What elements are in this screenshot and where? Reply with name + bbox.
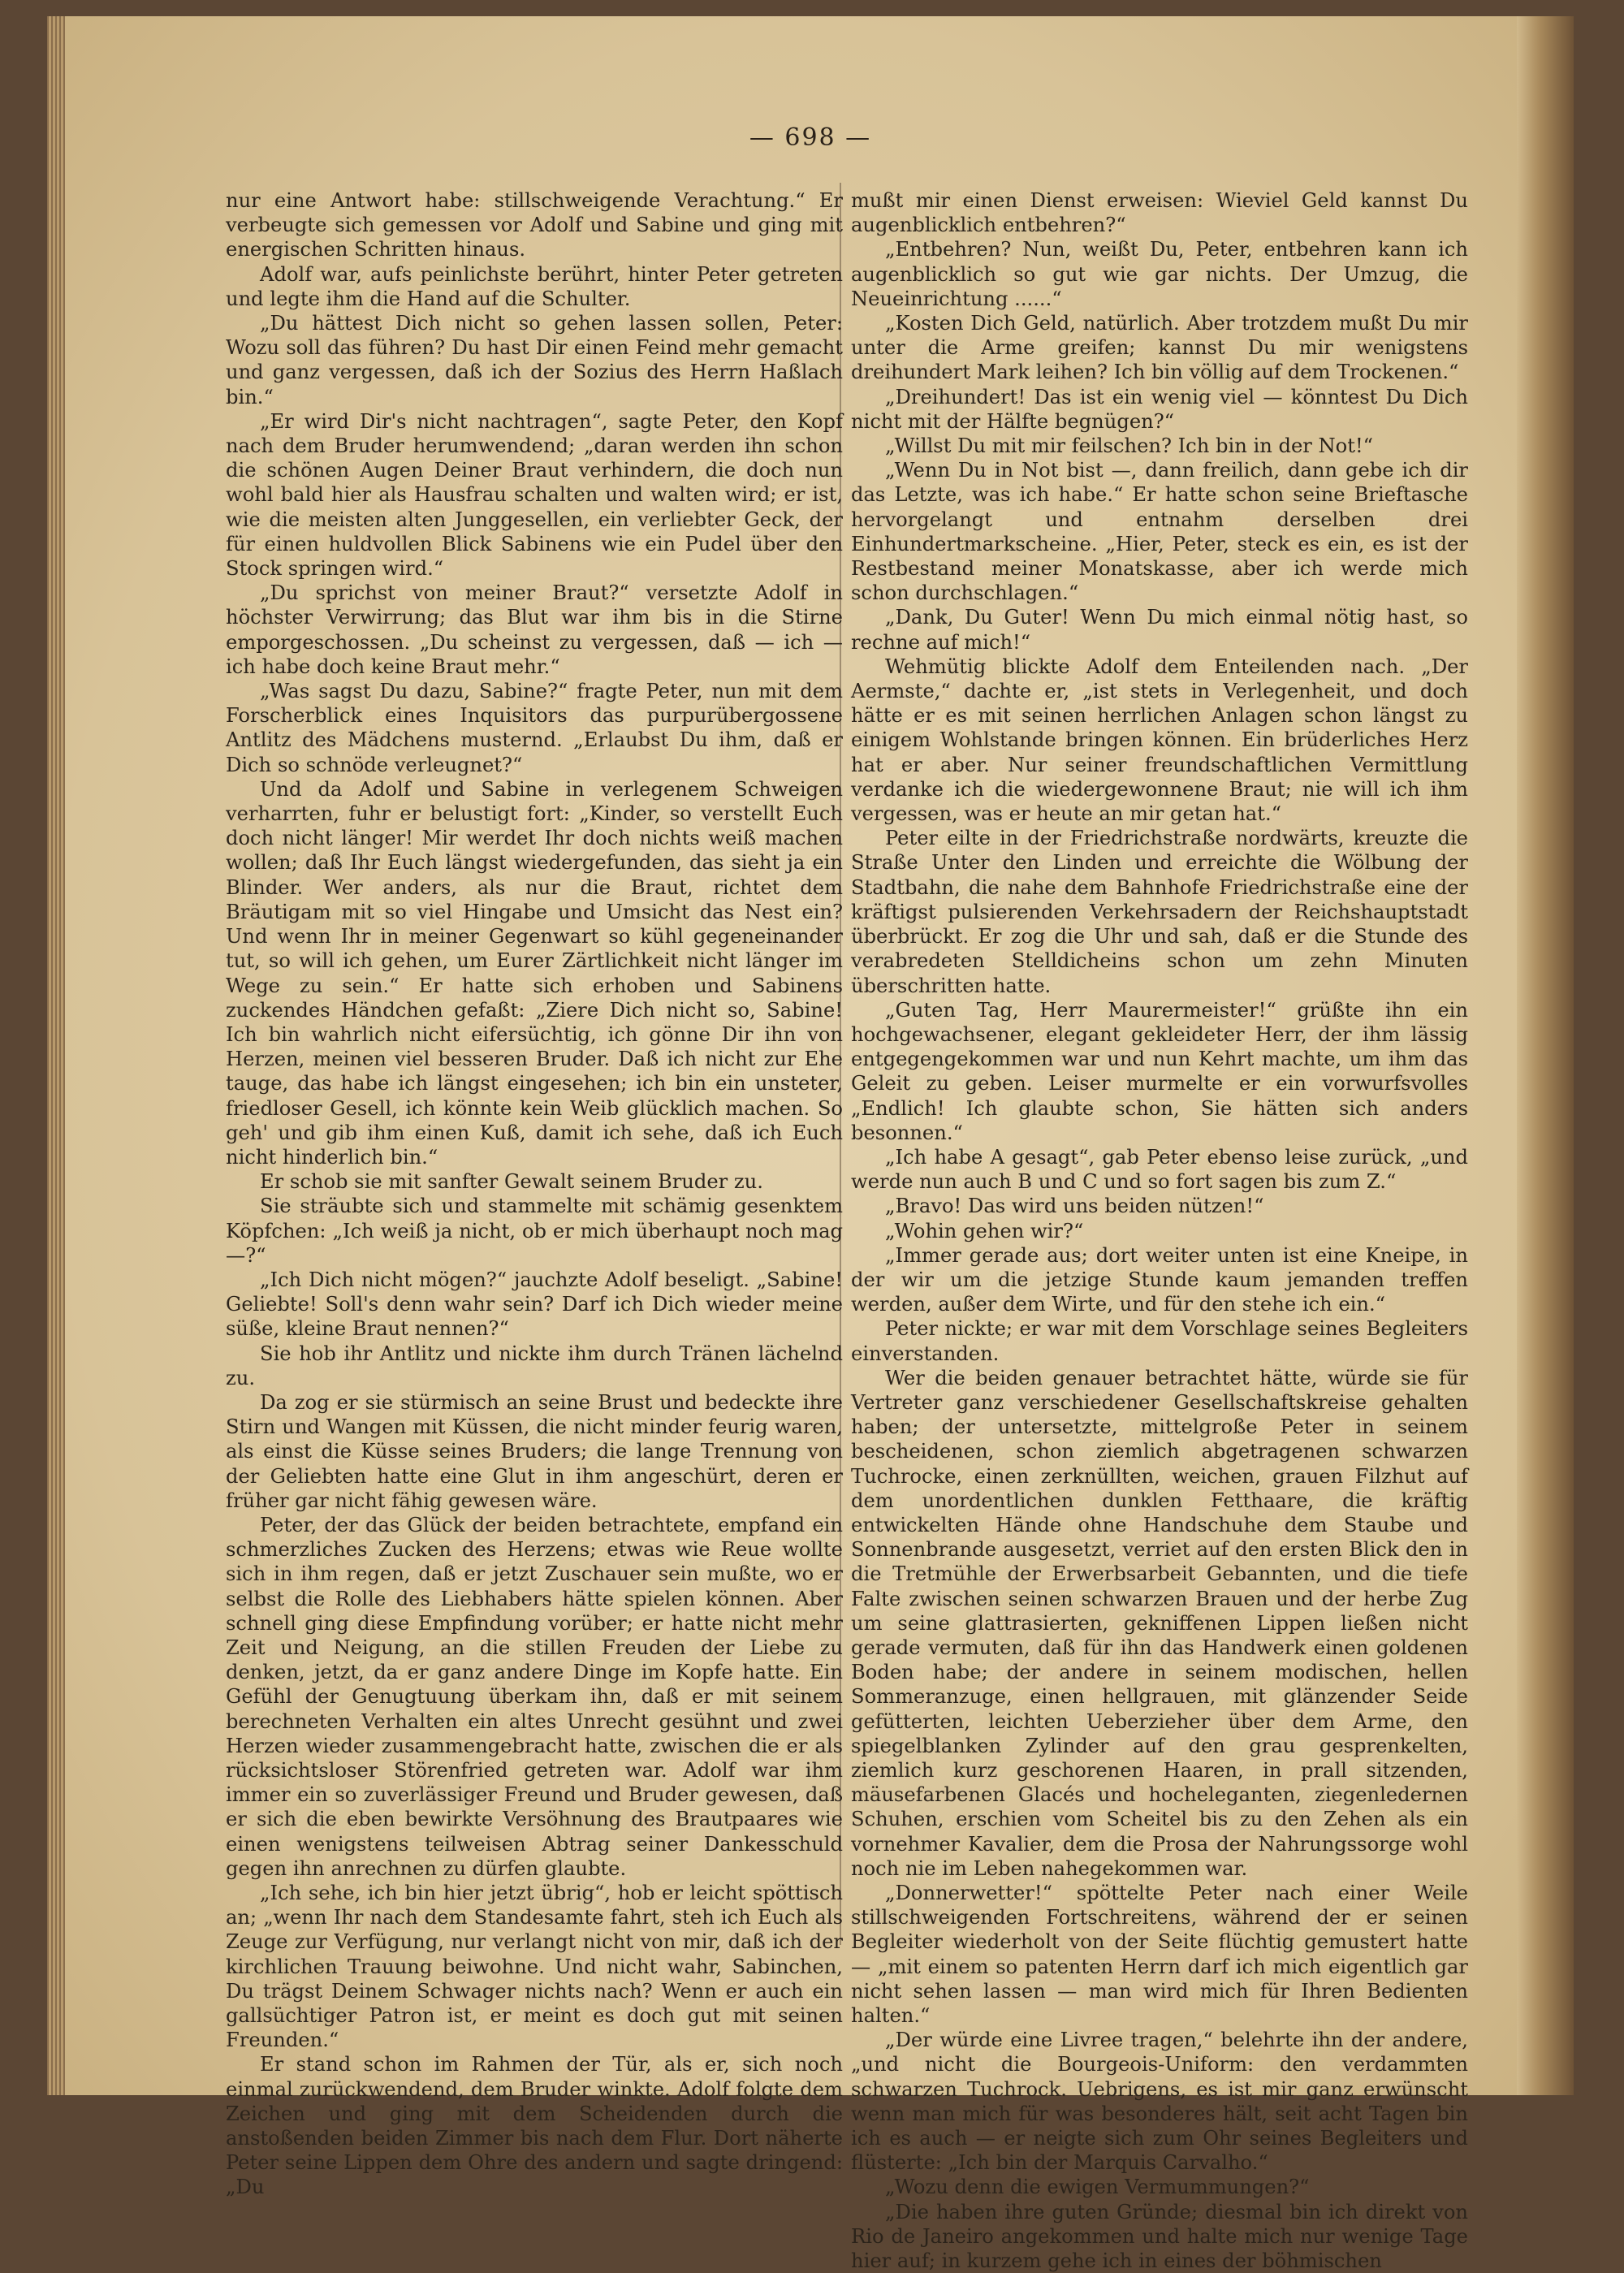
paragraph: „Der würde eine Livree tragen,“ belehrte ihn der andere, „und nicht die Bourgeois-Uniform: den verdammten schwarzen Tuchrock. Uebrigens, es ist mir ganz erwünscht wenn man mich für was besonderes hält, seit acht Tagen bin ich es auch — er neigte sich zum Ohr seines Begleiters und flüsterte: „Ich bin der Marquis Carvalho.“: [851, 2029, 1468, 2175]
paragraph: „Wohin gehen wir?“: [885, 1219, 1084, 1242]
page-gutter-left: [47, 16, 65, 2095]
paragraph: „Ich sehe, ich bin hier jetzt übrig“, hob er leicht spöttisch an; „wenn Ihr nach dem Standesamte fahrt, steh ich Euch als Zeuge zur Verfügung, nur verlangt nicht von mir, daß ich der kirchlichen Trauung beiwohne. Und nicht wahr, Sabinchen, Du trägst Deinem Schwager nichts nach? Wenn er auch ein gallsüchtiger Patron ist, er meint es doch gut mit seinen Freunden.“: [226, 1882, 843, 2052]
paragraph: Da zog er sie stürmisch an seine Brust und bedeckte ihre Stirn und Wangen mit Küssen, die nicht minder feurig waren, als einst die Küsse seines Bruders; die lange Trennung von der Geliebten hatte eine Glut in ihm angeschürt, deren er früher gar nicht fähig gewesen wäre.: [226, 1390, 843, 1512]
paragraph: Sie hob ihr Antlitz und nickte ihm durch Tränen lächelnd zu.: [226, 1342, 843, 1389]
page-number: — 698 —: [749, 123, 872, 152]
paragraph: Wer die beiden genauer betrachtet hätte, würde sie für Vertreter ganz verschiedener Gesellschaftskreise gehalten haben; der untersetzte, mittelgroße Peter in seinem bescheidenen, schon ziemlich abgetragenen schwarzen Tuchrocke, einen zerknüllten, weichen, grauen Filzhut auf dem unordentlichen dunklen Fetthaare, die kräftig entwickelten Hände ohne Handschuhe dem Staube und Sonnenbrande ausgesetzt, verriet auf den ersten Blick den in die Tretmühle der Erwerbsarbeit Gebannten, und die tiefe Falte zwischen seinen schwarzen Brauen und der herbe Zug um seine glattrasierten, gekniffenen Lippen ließen nicht gerade vermuten, daß für ihn das Handwerk einen goldenen Boden habe; der andere in seinem modischen, hellen Sommeranzuge, einen hellgrauen, mit glänzender Seide gefütterten, leichten Ueberzieher über dem Arme, den spiegelblanken Zylinder auf den grau gesprenkelten, ziemlich kurz geschorenen Haaren, in prall sitzenden, mäusefarbenen Glacés und hocheleganten, ziegenledernen Schuhen, erschien vom Scheitel bis zu den Zehen als ein vornehmer Kavalier, dem die Prosa der Nahrungssorge wohl noch nie im Leben nahegekommen war.: [851, 1366, 1468, 1880]
paragraph: „Dank, Du Guter! Wenn Du mich einmal nötig hast, so rechne auf mich!“: [851, 606, 1468, 654]
paragraph: „Kosten Dich Geld, natürlich. Aber trotzdem mußt Du mir unter die Arme greifen; kannst Du mir wenigstens dreihundert Mark leihen? Ich bin völlig auf dem Trockenen.“: [851, 312, 1468, 384]
paragraph: „Dreihundert! Das ist ein wenig viel — könntest Du Dich nicht mit der Hälfte begnügen?“: [851, 385, 1468, 433]
left-column: [226, 188, 843, 2200]
paragraph: „Wenn Du in Not bist —, dann freilich, dann gebe ich dir das Letzte, was ich habe.“ Er hatte schon seine Brieftasche hervorgelangt und entnahm derselben drei Einhundertmarkscheine. „Hier, Peter, steck es ein, es ist der Restbestand meiner Monatskasse, aber ich werde mich schon durchschlagen.“: [851, 459, 1468, 605]
paragraph: „Wozu denn die ewigen Vermummungen?“: [885, 2176, 1310, 2199]
paragraph: „Guten Tag, Herr Maurermeister!“ grüßte ihn ein hochgewachsener, elegant gekleideter Herr, der ihm lässig entgegengekommen war und nun Kehrt machte, um ihm das Geleit zu geben. Leiser murmelte er ein vorwurfsvolles „Endlich! Ich glaubte schon, Sie hätten sich anders besonnen.“: [851, 998, 1468, 1144]
paragraph: „Immer gerade aus; dort weiter unten ist eine Kneipe, in der wir um die jetzige Stunde kaum jemanden treffen werden, außer dem Wirte, und für den stehe ich ein.“: [851, 1243, 1468, 1316]
paragraph: Wehmütig blickte Adolf dem Enteilenden nach. „Der Aermste,“ dachte er, „ist stets in Verlegenheit, und doch hätte er es mit seinen herrlichen Anlagen schon längst zu einigem Wohlstande bringen können. Ein brüderliches Herz hat er aber. Nur seiner freundschaftlichen Vermittlung verdanke ich die wiedergewonnene Braut; nie will ich ihm vergessen, was er heute an mir getan hat.“: [851, 655, 1468, 826]
paragraph: „Ich habe A gesagt“, gab Peter ebenso leise zurück, „und werde nun auch B und C und so fort sagen bis zum Z.“: [851, 1145, 1468, 1194]
paragraph: „Entbehren? Nun, weißt Du, Peter, entbehren kann ich augenblicklich so gut wie gar nichts. Der Umzug, die Neueinrichtung ......“: [851, 238, 1468, 310]
paragraph: „Ich Dich nicht mögen?“ jauchzte Adolf beseligt. „Sabine! Geliebte! Soll's denn wahr sein? Darf ich Dich wieder meine süße, kleine Braut nennen?“: [226, 1268, 843, 1341]
paragraph: Peter, der das Glück der beiden betrachtete, empfand ein schmerzliches Zucken des Herzens; etwas wie Reue wollte sich in ihm regen, daß er jetzt Zuschauer sein mußte, wo er selbst die Rolle des Liebhabers hätte spielen können. Aber schnell ging diese Empfindung vorüber; er hatte nicht mehr Zeit und Neigung, an die stillen Freuden der Liebe zu denken, jetzt, da er ganz andere Dinge im Kopfe hatte. Ein Gefühl der Genugtuung überkam ihn, daß er mit seinem berechneten Verhalten ein altes Unrecht gesühnt und zwei Herzen wieder zusammengebracht hatte, zwischen die er als rücksichtsloser Störenfried getreten war. Adolf war ihm immer ein so zuverlässiger Freund und Bruder gewesen, daß er sich die eben bewirkte Versöhnung des Brautpaares wie einen wenigstens teilweisen Abtrag seiner Dankesschuld gegen ihn anrechnen zu dürfen glaubte.: [226, 1513, 843, 1880]
paragraph: Und da Adolf und Sabine in verlegenem Schweigen verharrten, fuhr er belustigt fort: „Kinder, so verstellt Euch doch nicht länger! Mir werdet Ihr doch nichts weiß machen wollen; daß Ihr Euch längst wiedergefunden, das sieht ja ein Blinder. Wer anders, als nur die Braut, richtet dem Bräutigam mit so viel Hingabe und Umsicht das Nest ein? Und wenn Ihr in meiner Gegenwart so kühl gegeneinander tut, so will ich gehen, um Eurer Zärtlichkeit nicht länger im Wege zu sein.“ Er hatte sich erhoben und Sabinens zuckendes Händchen gefaßt: „Ziere Dich nicht so, Sabine! Ich bin wahrlich nicht eifersüchtig, ich gönne Dir ihn von Herzen, meinen viel besseren Bruder. Daß ich nicht zur Ehe tauge, das habe ich längst eingesehen; ich bin ein unsteter, friedloser Gesell, ich könnte kein Weib glücklich machen. So geh' und gib ihm einen Kuß, damit ich sehe, daß ich Euch nicht hinderlich bin.“: [226, 777, 843, 1169]
paragraph: „Du hättest Dich nicht so gehen lassen sollen, Peter: Wozu soll das führen? Du hast Dir einen Feind mehr gemacht und ganz vergessen, daß ich der Sozius des Herrn Haßlach bin.“: [226, 312, 843, 408]
page-edge-right: [1517, 16, 1574, 2095]
paragraph: „Was sagst Du dazu, Sabine?“ fragte Peter, nun mit dem Forscherblick eines Inquisitors das purpurübergossene Antlitz des Mädchens musternd. „Erlaubst Du ihm, daß er Dich so schnöde verleugnet?“: [226, 680, 843, 776]
paragraph: Peter nickte; er war mit dem Vorschlage seines Begleiters einverstanden.: [851, 1317, 1468, 1365]
paragraph: Peter eilte in der Friedrichstraße nordwärts, kreuzte die Straße Unter den Linden und erreichte die Wölbung der Stadtbahn, die nahe dem Bahnhofe Friedrichstraße eine der kräftigst pulsierenden Verkehrsadern der Reichshauptstadt überbrückt. Er zog die Uhr und sah, daß er die Stunde des verabredeten Stelldicheins schon um zehn Minuten überschritten hatte.: [851, 827, 1468, 997]
paragraph: Er schob sie mit sanfter Gewalt seinem Bruder zu.: [260, 1170, 763, 1194]
paragraph: „Willst Du mit mir feilschen? Ich bin in der Not!“: [885, 434, 1374, 458]
paragraph: Sie sträubte sich und stammelte mit schämig gesenktem Köpfchen: „Ich weiß ja nicht, ob er mich überhaupt noch mag —?“: [226, 1195, 843, 1267]
right-column: [851, 188, 1468, 2273]
paragraph: Adolf war, aufs peinlichste berührt, hinter Peter getreten und legte ihm die Hand auf die Schulter.: [226, 262, 843, 310]
paragraph: mußt mir einen Dienst erweisen: Wieviel Geld kannst Du augenblicklich entbehren?“: [851, 189, 1468, 237]
book-page: [47, 16, 1574, 2273]
paragraph: „Du sprichst von meiner Braut?“ versetzte Adolf in höchster Verwirrung; das Blut war ihm bis in die Stirne emporgeschossen. „Du scheinst zu vergessen, daß — ich — ich habe doch keine Braut mehr.“: [226, 581, 843, 678]
paragraph: Er stand schon im Rahmen der Tür, als er, sich noch einmal zurückwendend, dem Bruder winkte. Adolf folgte dem Zeichen und ging mit dem Scheidenden durch die anstoßenden beiden Zimmer bis nach dem Flur. Dort näherte Peter seine Lippen dem Ohre des andern und sagte dringend: „Du: [226, 2053, 843, 2199]
paragraph: „Die haben ihre guten Gründe; diesmal bin ich direkt von Rio de Janeiro angekommen und halte mich nur wenige Tage hier auf; in kurzem gehe ich in eines der böhmischen: [851, 2200, 1468, 2273]
paragraph: „Bravo! Das wird uns beiden nützen!“: [885, 1195, 1264, 1218]
paragraph: „Donnerwetter!“ spöttelte Peter nach einer Weile stillschweigenden Fortschreitens, während der er seinen Begleiter wiederholt von der Seite flüchtig gemustert hatte — „mit einem so patenten Herrn darf ich mich eigentlich gar nicht sehen lassen — man wird mich für Ihren Bedienten halten.“: [851, 1882, 1468, 2028]
paragraph: „Er wird Dir's nicht nachtragen“, sagte Peter, den Kopf nach dem Bruder herumwendend; „daran werden ihn schon die schönen Augen Deiner Braut verhindern, die doch nun wohl bald hier als Hausfrau schalten und walten wird; er ist, wie die meisten alten Junggesellen, ein verliebter Geck, der für einen huldvollen Blick Sabinens wie ein Pudel über den Stock springen wird.“: [226, 409, 843, 581]
paragraph: nur eine Antwort habe: stillschweigende Verachtung.“ Er verbeugte sich gemessen vor Adolf und Sabine und ging mit energischen Schritten hinaus.: [226, 189, 843, 261]
